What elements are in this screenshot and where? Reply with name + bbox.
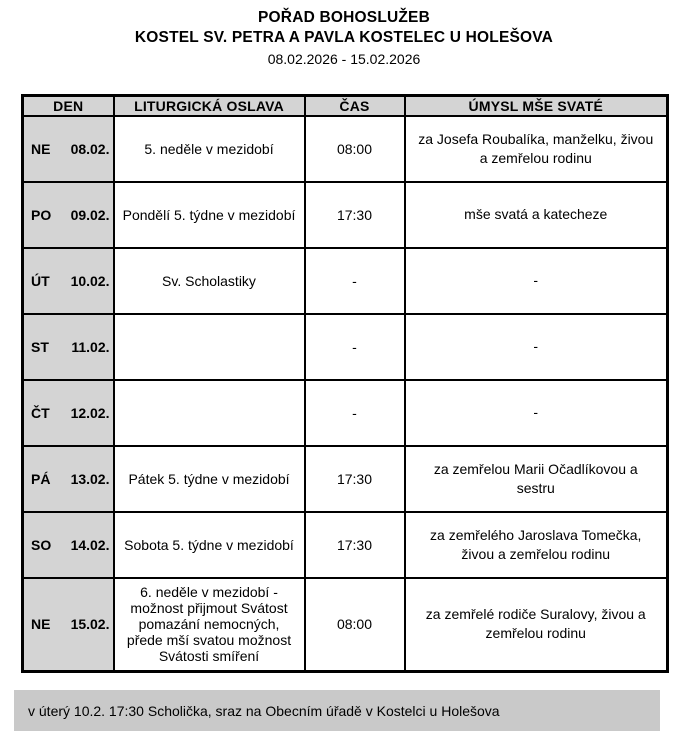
column-header-time: ČAS [305, 96, 405, 116]
day-cell [23, 182, 114, 248]
day-cell [23, 512, 114, 578]
time-cell: 17:30 [305, 446, 405, 512]
intention-cell: za zemřelé rodiče Suralovy, živou a zemřelou rodinu [405, 578, 668, 672]
day-cell [23, 578, 114, 672]
day-abbrev: NE [31, 140, 51, 157]
day-abbrev: PO [31, 206, 52, 223]
day-date: 12.02. [70, 404, 110, 421]
time-cell: 08:00 [305, 578, 405, 672]
day-cell [23, 314, 114, 380]
table-row [23, 314, 668, 380]
day-cell [23, 380, 114, 446]
time-cell: - [305, 380, 405, 446]
table-row [23, 248, 668, 314]
celebration-cell: Pondělí 5. týdne v mezidobí [114, 182, 305, 248]
celebration-cell [114, 380, 305, 446]
document-header [0, 0, 688, 69]
intention-cell: za zemřelého Jaroslava Tomečka, živou a zemřelou rodinu [405, 512, 668, 578]
column-header-celebration: LITURGICKÁ OSLAVA [114, 96, 305, 116]
intention-cell: mše svatá a katecheze [405, 182, 668, 248]
celebration-cell: 5. neděle v mezidobí [114, 116, 305, 182]
table-row [23, 446, 668, 512]
celebration-cell: Sv. Scholastiky [114, 248, 305, 314]
table-row [23, 116, 668, 182]
time-cell: 17:30 [305, 182, 405, 248]
date-range: 08.02.2026 - 15.02.2026 [267, 51, 421, 67]
announcement-bar [14, 690, 660, 731]
day-date: 11.02. [71, 338, 110, 355]
day-abbrev: ČT [31, 404, 50, 421]
day-date: 08.02. [70, 140, 110, 157]
celebration-cell [114, 314, 305, 380]
intention-cell: - [405, 314, 668, 380]
day-abbrev: NE [31, 616, 51, 633]
intention-cell: - [405, 248, 668, 314]
time-cell: - [305, 248, 405, 314]
day-date: 15.02. [70, 616, 110, 633]
intention-cell: za Josefa Roubalíka, manželku, živou a zemřelou rodinu [405, 116, 668, 182]
celebration-cell: Pátek 5. týdne v mezidobí [114, 446, 305, 512]
celebration-cell: Sobota 5. týdne v mezidobí [114, 512, 305, 578]
table-header-row [23, 96, 668, 116]
table-row [23, 182, 668, 248]
day-date: 09.02. [70, 206, 110, 223]
day-cell [23, 116, 114, 182]
day-abbrev: SO [31, 536, 52, 553]
celebration-cell: 6. neděle v mezidobí - možnost přijmout Svátost pomazání nemocných, přede mší svatou možnost Svátosti smíření [114, 578, 305, 672]
day-abbrev: ST [31, 338, 49, 355]
time-cell: - [305, 314, 405, 380]
table-row [23, 578, 668, 672]
day-cell [23, 248, 114, 314]
table-row [23, 380, 668, 446]
day-cell [23, 446, 114, 512]
day-date: 10.02. [70, 272, 110, 289]
time-cell: 08:00 [305, 116, 405, 182]
time-cell: 17:30 [305, 512, 405, 578]
day-abbrev: ÚT [31, 272, 50, 289]
column-header-intention: ÚMYSL MŠE SVATÉ [405, 96, 668, 116]
column-header-day: DEN [23, 96, 114, 116]
announcement-text: v úterý 10.2. 17:30 Scholička, sraz na Obecním úřadě v Kostelci u Holešova [28, 702, 500, 719]
document-title: POŘAD BOHOSLUŽEB [258, 9, 430, 26]
day-date: 14.02. [70, 536, 110, 553]
church-name: KOSTEL SV. PETRA A PAVLA KOSTELEC U HOLEŠOVA [134, 29, 554, 46]
intention-cell: - [405, 380, 668, 446]
mass-schedule-table [21, 94, 669, 673]
table-row [23, 512, 668, 578]
day-abbrev: PÁ [31, 470, 51, 487]
day-date: 13.02. [70, 470, 110, 487]
intention-cell: za zemřelou Marii Očadlíkovou a sestru [405, 446, 668, 512]
